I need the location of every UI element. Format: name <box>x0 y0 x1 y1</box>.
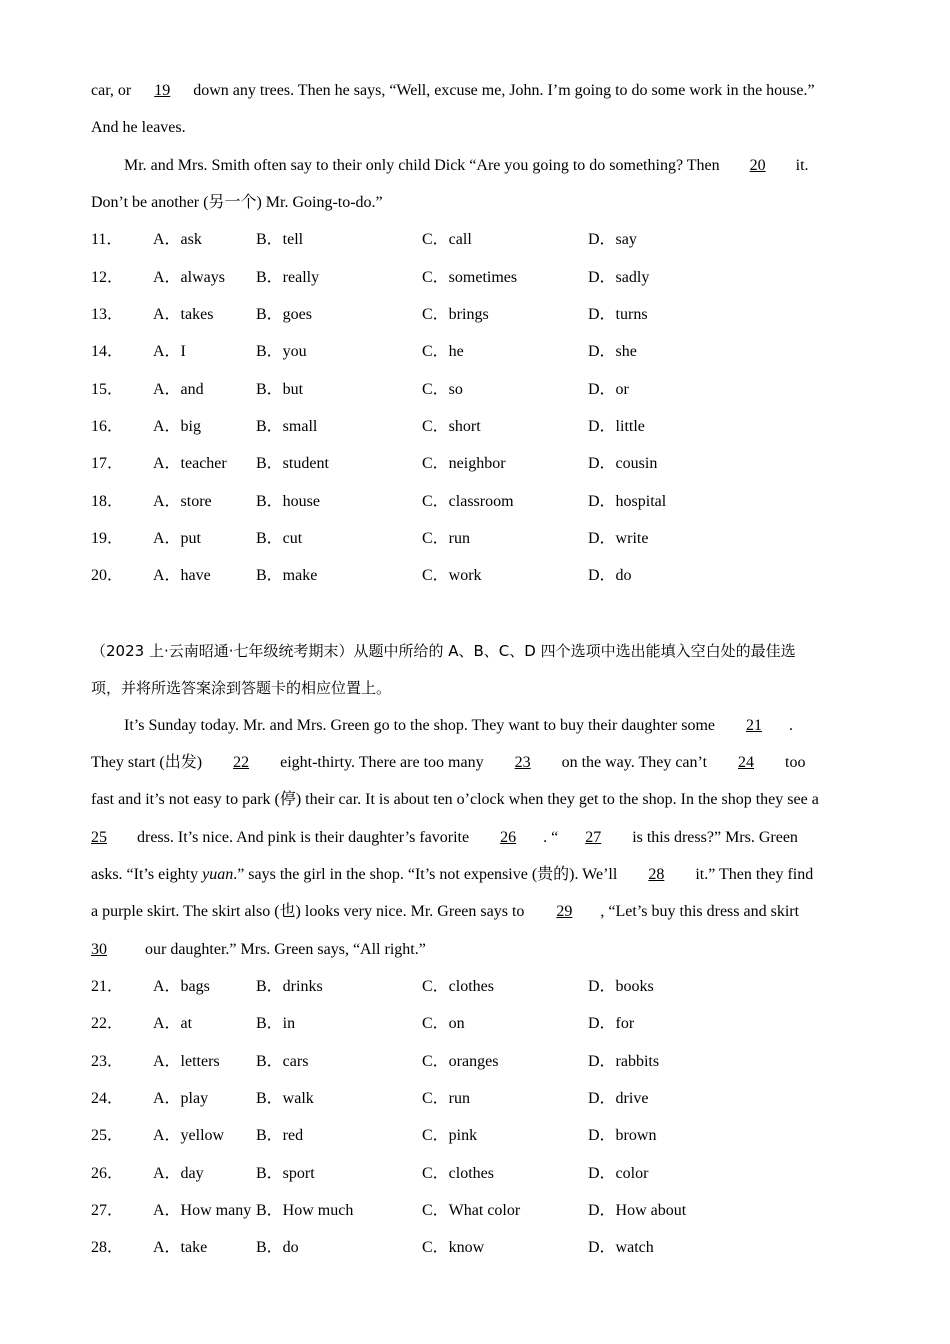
option-c: C．run <box>422 530 471 547</box>
option-a: A．big <box>153 418 202 435</box>
blank-27: 27 <box>585 829 602 846</box>
option-a: A．takes <box>153 306 214 323</box>
option-d: D．watch <box>588 1239 654 1256</box>
blank-21: 21 <box>746 717 763 734</box>
blank-20: 20 <box>749 157 766 174</box>
passage-text: it. <box>791 157 809 174</box>
option-b: B．drinks <box>256 978 323 995</box>
option-d: D．say <box>588 231 637 248</box>
option-c: C．neighbor <box>422 455 506 472</box>
blank-24: 24 <box>738 754 755 771</box>
option-c: C．sometimes <box>422 269 518 286</box>
instruction-text: （2023 上·云南昭通·七年级统考期末）从题中所给的 A、B、C、D 四个选项中选出能填入空白处的最佳选 <box>91 642 796 660</box>
option-a: A．ask <box>153 231 202 248</box>
question-26 <box>91 1163 851 1185</box>
passage-text: . <box>789 717 794 734</box>
passage-text: eight-thirty. There are too many <box>276 754 488 771</box>
option-b: B．cut <box>256 530 303 547</box>
passage-text: too <box>781 754 806 771</box>
question-23 <box>91 1051 851 1073</box>
option-c: C．clothes <box>422 978 494 995</box>
question-number: 24． <box>91 1090 124 1107</box>
option-b: B．in <box>256 1015 296 1032</box>
option-c: C．call <box>422 231 472 248</box>
option-d: D．brown <box>588 1127 657 1144</box>
option-d: D．How about <box>588 1202 687 1219</box>
option-a: A．at <box>153 1015 193 1032</box>
option-a: A．play <box>153 1090 209 1107</box>
option-c: C．pink <box>422 1127 478 1144</box>
passage-text: car, or <box>91 82 136 99</box>
option-d: D．for <box>588 1015 635 1032</box>
blank-26: 26 <box>500 829 517 846</box>
instruction-text: 项，并将所选答案涂到答题卡的相应位置上。 <box>91 679 392 697</box>
question-number: 20． <box>91 567 124 584</box>
option-b: B．How much <box>256 1202 354 1219</box>
option-d: D．color <box>588 1165 649 1182</box>
passage-text: fast and it’s not easy to park (停) their car. It is about ten o’clock when they get to the shop. In the shop they see a <box>91 791 819 808</box>
passage-line <box>91 939 866 961</box>
question-12 <box>91 267 851 289</box>
option-c: C．What color <box>422 1202 521 1219</box>
question-number: 23． <box>91 1053 124 1070</box>
option-c: C．on <box>422 1015 465 1032</box>
option-a: A．teacher <box>153 455 227 472</box>
passage-text: They start (出发) <box>91 754 207 771</box>
passage-text: . “ <box>543 829 559 846</box>
option-b: B．tell <box>256 231 304 248</box>
option-b: B．house <box>256 493 321 510</box>
passage-line <box>91 80 866 102</box>
option-c: C．classroom <box>422 493 514 510</box>
question-11 <box>91 229 851 251</box>
question-17 <box>91 453 851 475</box>
option-b: B．really <box>256 269 320 286</box>
option-d: D．she <box>588 343 637 360</box>
option-a: A．letters <box>153 1053 220 1070</box>
question-number: 14． <box>91 343 124 360</box>
option-c: C．he <box>422 343 464 360</box>
passage-text: .” says the girl in the shop. “It’s not expensive (贵的). We’ll <box>233 866 622 883</box>
question-27 <box>91 1200 851 1222</box>
question-20 <box>91 565 851 587</box>
blank-28: 28 <box>648 866 665 883</box>
passage-line <box>91 117 866 139</box>
question-28 <box>91 1237 851 1259</box>
option-c: C．clothes <box>422 1165 494 1182</box>
blank-30: 30 <box>91 941 107 958</box>
option-b: B．walk <box>256 1090 314 1107</box>
question-number: 15． <box>91 381 124 398</box>
question-number: 28． <box>91 1239 124 1256</box>
option-a: A．take <box>153 1239 208 1256</box>
question-number: 26． <box>91 1165 124 1182</box>
option-b: B．but <box>256 381 304 398</box>
option-b: B．sport <box>256 1165 315 1182</box>
option-a: A．store <box>153 493 212 510</box>
question-19 <box>91 528 851 550</box>
passage-line <box>91 901 866 923</box>
section-instruction <box>91 640 866 662</box>
option-d: D．cousin <box>588 455 658 472</box>
passage-line <box>91 752 866 774</box>
passage-text-italic: yuan <box>202 866 234 883</box>
passage-text: dress. It’s nice. And pink is their daughter’s favorite <box>133 829 474 846</box>
question-number: 17． <box>91 455 124 472</box>
question-18 <box>91 491 851 513</box>
passage-line <box>91 192 866 214</box>
option-a: A．always <box>153 269 225 286</box>
passage-line <box>124 155 899 177</box>
option-a: A．have <box>153 567 211 584</box>
blank-25: 25 <box>91 829 107 846</box>
question-13 <box>91 304 851 326</box>
question-25 <box>91 1125 851 1147</box>
option-d: D．sadly <box>588 269 650 286</box>
passage-line <box>124 715 899 737</box>
blank-19: 19 <box>154 82 171 99</box>
option-a: A．put <box>153 530 202 547</box>
option-d: D．books <box>588 978 654 995</box>
option-c: C．brings <box>422 306 489 323</box>
option-a: A．How many <box>153 1202 252 1219</box>
passage-line <box>91 827 866 849</box>
option-d: D．write <box>588 530 649 547</box>
option-b: B．cars <box>256 1053 309 1070</box>
option-d: D．or <box>588 381 629 398</box>
passage-text: It’s Sunday today. Mr. and Mrs. Green go to the shop. They want to buy their daughter some <box>124 717 720 734</box>
question-number: 25． <box>91 1127 124 1144</box>
option-d: D．do <box>588 567 632 584</box>
question-22 <box>91 1013 851 1035</box>
question-number: 12． <box>91 269 124 286</box>
option-a: A．yellow <box>153 1127 225 1144</box>
passage-text: on the way. They can’t <box>557 754 712 771</box>
option-c: C．run <box>422 1090 471 1107</box>
question-number: 18． <box>91 493 124 510</box>
blank-29: 29 <box>556 903 573 920</box>
option-b: B．do <box>256 1239 299 1256</box>
passage-text: is this dress?” Mrs. Green <box>628 829 798 846</box>
option-d: D．turns <box>588 306 648 323</box>
option-b: B．make <box>256 567 318 584</box>
passage-line <box>91 864 866 886</box>
passage-text: a purple skirt. The skirt also (也) looks very nice. Mr. Green says to <box>91 903 529 920</box>
question-number: 21． <box>91 978 124 995</box>
question-number: 22． <box>91 1015 124 1032</box>
passage-text: our daughter.” Mrs. Green says, “All right.” <box>141 941 426 958</box>
option-b: B．you <box>256 343 307 360</box>
option-a: A．and <box>153 381 204 398</box>
passage-text: Mr. and Mrs. Smith often say to their only child Dick “Are you going to do something? Then <box>124 157 724 174</box>
question-14 <box>91 341 851 363</box>
blank-22: 22 <box>233 754 250 771</box>
option-b: B．small <box>256 418 318 435</box>
question-21 <box>91 976 851 998</box>
passage-text: down any trees. Then he says, “Well, excuse me, John. I’m going to do some work in the house.” <box>189 82 815 99</box>
question-24 <box>91 1088 851 1110</box>
option-c: C．oranges <box>422 1053 499 1070</box>
blank-23: 23 <box>514 754 531 771</box>
question-16 <box>91 416 851 438</box>
question-number: 13． <box>91 306 124 323</box>
option-d: D．rabbits <box>588 1053 660 1070</box>
passage-text: asks. “It’s eighty <box>91 866 203 883</box>
option-c: C．work <box>422 567 482 584</box>
passage-text: , “Let’s buy this dress and skirt <box>600 903 800 920</box>
option-d: D．drive <box>588 1090 649 1107</box>
question-number: 19． <box>91 530 124 547</box>
option-a: A．I <box>153 343 186 360</box>
question-number: 16． <box>91 418 124 435</box>
option-c: C．short <box>422 418 481 435</box>
option-c: C．so <box>422 381 463 398</box>
option-c: C．know <box>422 1239 485 1256</box>
option-b: B．student <box>256 455 329 472</box>
passage-text: it.” Then they find <box>691 866 814 883</box>
option-a: A．bags <box>153 978 210 995</box>
passage-text: And he leaves. <box>91 119 186 136</box>
question-15 <box>91 379 851 401</box>
passage-line <box>91 789 866 811</box>
question-number: 27． <box>91 1202 124 1219</box>
option-a: A．day <box>153 1165 204 1182</box>
option-d: D．little <box>588 418 645 435</box>
option-d: D．hospital <box>588 493 667 510</box>
question-number: 11． <box>91 231 123 248</box>
option-b: B．red <box>256 1127 304 1144</box>
option-b: B．goes <box>256 306 313 323</box>
passage-text: Don’t be another (另一个) Mr. Going-to-do.” <box>91 194 383 211</box>
section-instruction <box>91 677 866 699</box>
